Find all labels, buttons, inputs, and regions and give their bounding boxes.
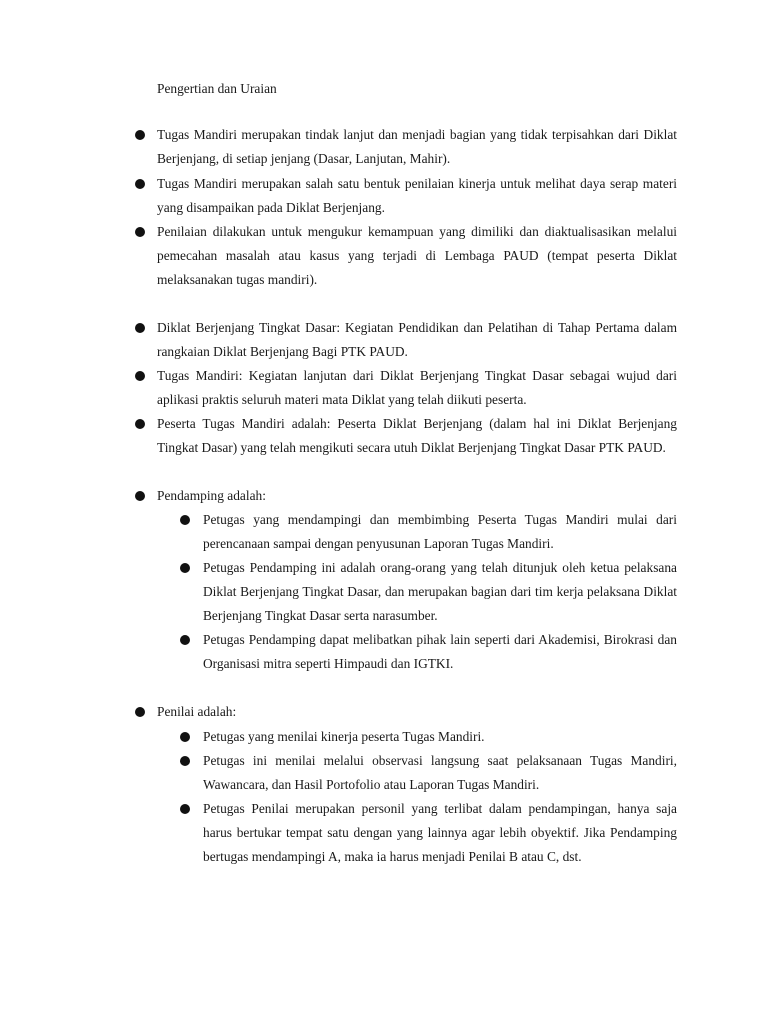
list-item-text: Pendamping adalah: (157, 488, 266, 503)
list-item-text: Petugas yang menilai kinerja peserta Tugas Mandiri. (203, 729, 485, 744)
list-item-text: Petugas Pendamping dapat melibatkan pihak lain seperti dari Akademisi, Birokrasi dan Organisasi mitra seperti Himpaudi dan IGTKI. (203, 632, 677, 671)
list-item (157, 412, 677, 460)
list-item-text: Petugas ini menilai melalui observasi langsung saat pelaksanaan Tugas Mandiri, Wawancara, dan Hasil Portofolio atau Laporan Tugas Mandiri. (203, 753, 677, 792)
bullet-icon (135, 130, 145, 140)
bullet-icon (180, 515, 190, 525)
bullet-icon (135, 707, 145, 717)
bullet-icon (135, 491, 145, 501)
list-item-text: Diklat Berjenjang Tingkat Dasar: Kegiatan Pendidikan dan Pelatihan di Tahap Pertama dalam rangkaian Diklat Berjenjang Bagi PTK PAUD. (157, 320, 677, 359)
list-item-text: Petugas yang mendampingi dan membimbing Peserta Tugas Mandiri mulai dari perencanaan sampai dengan penyusunan Laporan Tugas Mandiri. (203, 512, 677, 551)
bullet-icon (180, 732, 190, 742)
bullet-icon (135, 419, 145, 429)
bullet-icon (135, 227, 145, 237)
list-item (157, 316, 677, 364)
list-item (157, 220, 677, 292)
pendamping-heading (157, 484, 677, 508)
sub-list-item (203, 797, 677, 869)
bullet-icon (180, 563, 190, 573)
list-item (157, 364, 677, 412)
bullet-icon (180, 756, 190, 766)
bullet-icon (180, 804, 190, 814)
sub-list-item (203, 556, 677, 628)
list-item-text: Petugas Penilai merupakan personil yang terlibat dalam pendampingan, hanya saja harus bertukar tempat satu dengan yang lainnya agar lebih obyektif. Jika Pendamping bertugas mendampingi A, maka ia harus menjadi Penilai B atau C, dst. (203, 801, 677, 864)
penilai-heading (157, 700, 677, 724)
bullet-icon (135, 179, 145, 189)
list-item (157, 172, 677, 220)
document-heading: Pengertian dan Uraian (157, 81, 277, 96)
sub-list-item (203, 725, 677, 749)
list-item-text: Penilai adalah: (157, 704, 237, 719)
list-item-text: Peserta Tugas Mandiri adalah: Peserta Diklat Berjenjang (dalam hal ini Diklat Berjenjang Tingkat Dasar) yang telah mengikuti secara utuh Diklat Berjenjang Tingkat Dasar PTK PAUD. (157, 416, 677, 455)
list-item-text: Tugas Mandiri merupakan salah satu bentuk penilaian kinerja untuk melihat daya serap materi yang disampaikan pada Diklat Berjenjang. (157, 176, 677, 215)
sub-list-item (203, 749, 677, 797)
bullet-icon (180, 635, 190, 645)
sub-list-item (203, 508, 677, 556)
list-item-text: Penilaian dilakukan untuk mengukur kemampuan yang dimiliki dan diaktualisasikan melalui pemecahan masalah atau kasus yang terjadi di Lembaga PAUD (tempat peserta Diklat melaksanakan tugas mandiri). (157, 224, 677, 287)
list-item-text: Tugas Mandiri merupakan tindak lanjut dan menjadi bagian yang tidak terpisahkan dari Diklat Berjenjang, di setiap jenjang (Dasar, Lanjutan, Mahir). (157, 127, 677, 166)
bullet-icon (135, 323, 145, 333)
list-item (157, 123, 677, 171)
list-item-text: Tugas Mandiri: Kegiatan lanjutan dari Diklat Berjenjang Tingkat Dasar sebagai wujud dari aplikasi praktis seluruh materi mata Diklat yang telah diikuti peserta. (157, 368, 677, 407)
bullet-icon (135, 371, 145, 381)
sub-list-item (203, 628, 677, 676)
list-item-text: Petugas Pendamping ini adalah orang-orang yang telah ditunjuk oleh ketua pelaksana Diklat Berjenjang Tingkat Dasar, dan merupakan bagian dari tim kerja pelaksana Diklat Berjenjang Tingkat Dasar serta narasumber. (203, 560, 677, 623)
